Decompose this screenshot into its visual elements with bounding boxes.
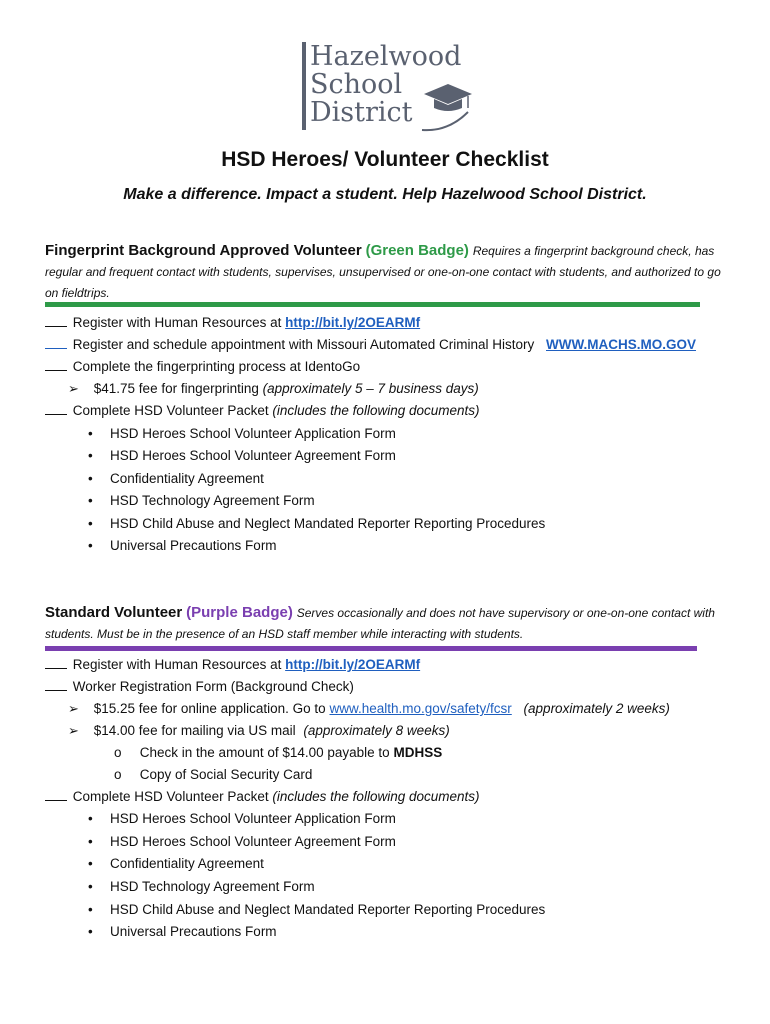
document-item: • HSD Heroes School Volunteer Application Form bbox=[88, 808, 396, 830]
document-item: • HSD Technology Agreement Form bbox=[88, 490, 315, 512]
sub-sub-item: o Copy of Social Security Card bbox=[114, 764, 312, 786]
fcsr-link[interactable]: www.health.mo.gov/safety/fcsr bbox=[329, 701, 512, 716]
document-item: • HSD Child Abuse and Neglect Mandated Reporter Reporting Procedures bbox=[88, 513, 545, 535]
checkbox-blank[interactable] bbox=[45, 334, 67, 349]
section-green-header bbox=[45, 240, 735, 303]
logo-line-1: Hazelwood bbox=[310, 41, 462, 72]
bullet-icon: • bbox=[88, 538, 93, 553]
arrow-bullet-icon: ➢ bbox=[68, 723, 79, 738]
document-item: • HSD Heroes School Volunteer Agreement Form bbox=[88, 445, 396, 467]
green-badge-label: (Green Badge) bbox=[365, 242, 469, 259]
document-item: • HSD Heroes School Volunteer Application Form bbox=[88, 423, 396, 445]
document-item: • HSD Technology Agreement Form bbox=[88, 876, 315, 898]
section-purple-heading: Standard Volunteer bbox=[45, 604, 183, 621]
logo-rule bbox=[302, 42, 306, 130]
section-green-heading: Fingerprint Background Approved Volunteer bbox=[45, 242, 362, 259]
checklist-item: Complete HSD Volunteer Packet (includes the following documents) bbox=[45, 400, 480, 422]
bullet-icon: • bbox=[88, 448, 93, 463]
bullet-icon: • bbox=[88, 856, 93, 871]
circle-bullet-icon: o bbox=[114, 767, 122, 782]
tagline: Make a difference. Impact a student. Help Hazelwood School District. bbox=[123, 186, 647, 203]
purple-divider bbox=[45, 646, 697, 651]
sub-sub-item: o Check in the amount of $14.00 payable to MDHSS bbox=[114, 742, 442, 764]
document-item: • Confidentiality Agreement bbox=[88, 468, 264, 490]
checkbox-blank[interactable] bbox=[45, 312, 67, 327]
bullet-icon: • bbox=[88, 924, 93, 939]
bullet-icon: • bbox=[88, 516, 93, 531]
checklist-item: Worker Registration Form (Background Check) bbox=[45, 676, 354, 698]
purple-badge-label: (Purple Badge) bbox=[186, 604, 293, 621]
checkbox-blank[interactable] bbox=[45, 654, 67, 669]
sub-item: ➢ $15.25 fee for online application. Go to www.health.mo.gov/safety/fcsr (approximately 2 weeks) bbox=[68, 698, 670, 720]
document-item: • HSD Child Abuse and Neglect Mandated Reporter Reporting Procedures bbox=[88, 899, 545, 921]
section-green-description: Requires a fingerprint background check, has regular and frequent contact with students, supervises, unsupervised or one-on-one contact with students, and authorized to go on fieldtrips. bbox=[45, 244, 721, 300]
graduation-cap-icon bbox=[418, 72, 474, 134]
bullet-icon: • bbox=[88, 471, 93, 486]
document-item: • Confidentiality Agreement bbox=[88, 853, 264, 875]
machs-link[interactable]: WWW.MACHS.MO.GOV bbox=[546, 337, 696, 352]
checkbox-blank[interactable] bbox=[45, 356, 67, 371]
bullet-icon: • bbox=[88, 879, 93, 894]
section-purple-description: Serves occasionally and does not have supervisory or one-on-one contact with students. Must be in the presence of an HSD staff member while interacting with students. bbox=[45, 606, 715, 641]
document-item: • Universal Precautions Form bbox=[88, 535, 277, 557]
document-item: • Universal Precautions Form bbox=[88, 921, 277, 943]
hr-register-link[interactable]: http://bit.ly/2OEARMf bbox=[285, 315, 421, 330]
page-title: HSD Heroes/ Volunteer Checklist bbox=[221, 148, 549, 171]
district-logo bbox=[300, 42, 475, 134]
checkbox-blank[interactable] bbox=[45, 676, 67, 691]
arrow-bullet-icon: ➢ bbox=[68, 381, 79, 396]
circle-bullet-icon: o bbox=[114, 745, 122, 760]
sub-item: ➢ $41.75 fee for fingerprinting (approximately 5 – 7 business days) bbox=[68, 378, 479, 400]
bullet-icon: • bbox=[88, 902, 93, 917]
document-item: • HSD Heroes School Volunteer Agreement Form bbox=[88, 831, 396, 853]
checklist-item: Register with Human Resources at http://bit.ly/2OEARMf bbox=[45, 654, 420, 676]
bullet-icon: • bbox=[88, 493, 93, 508]
logo-line-3: District bbox=[310, 97, 413, 128]
arrow-bullet-icon: ➢ bbox=[68, 701, 79, 716]
green-divider bbox=[45, 302, 700, 307]
checkbox-blank[interactable] bbox=[45, 786, 67, 801]
section-purple-header bbox=[45, 602, 735, 644]
hr-register-link[interactable]: http://bit.ly/2OEARMf bbox=[285, 657, 421, 672]
sub-item: ➢ $14.00 fee for mailing via US mail (approximately 8 weeks) bbox=[68, 720, 450, 742]
checklist-item: Register and schedule appointment with Missouri Automated Criminal History WWW.MACHS.MO.GOV bbox=[45, 334, 696, 356]
checklist-item: Register with Human Resources at http://bit.ly/2OEARMf bbox=[45, 312, 420, 334]
bullet-icon: • bbox=[88, 811, 93, 826]
checkbox-blank[interactable] bbox=[45, 400, 67, 415]
checklist-item: Complete the fingerprinting process at IdentoGo bbox=[45, 356, 360, 378]
bullet-icon: • bbox=[88, 834, 93, 849]
checklist-item: Complete HSD Volunteer Packet (includes the following documents) bbox=[45, 786, 480, 808]
bullet-icon: • bbox=[88, 426, 93, 441]
logo-line-2: School bbox=[310, 69, 403, 100]
